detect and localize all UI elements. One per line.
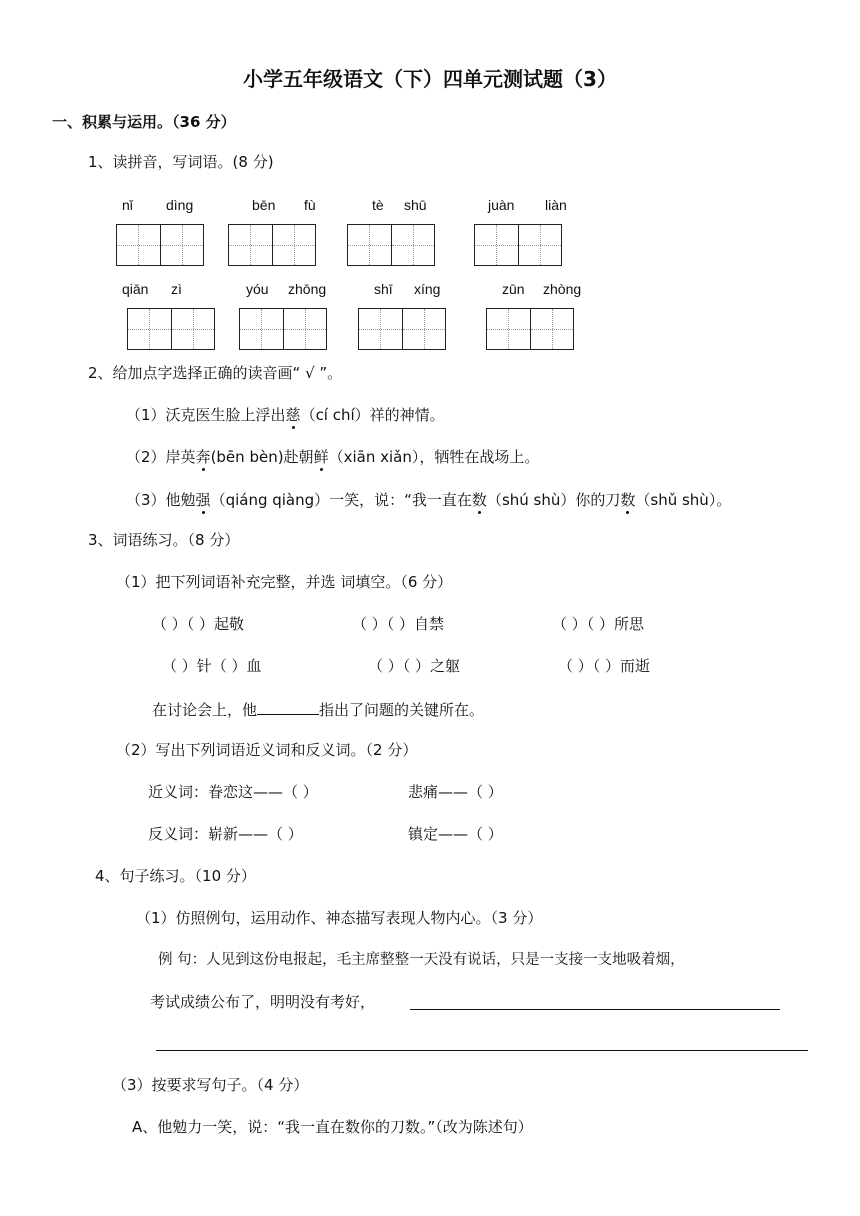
writing-grid[interactable] [347, 224, 435, 266]
text[interactable]: （xiān xiǎn），牺牲在战场上。 [328, 448, 540, 466]
writing-grid[interactable] [228, 224, 316, 266]
antonym-item[interactable]: 反义词：崭新——（ ） [148, 825, 303, 843]
pinyin: shī [374, 281, 393, 297]
pinyin: bēn [252, 197, 276, 213]
dotted-char: 数 [471, 491, 487, 509]
pinyin: zhōng [288, 281, 327, 297]
dotted-char: 强 [195, 491, 211, 509]
sentence-prompt: 考试成绩公布了，明明没有考好， [150, 993, 376, 1011]
answer-line[interactable] [410, 1009, 780, 1010]
pinyin: qiān [122, 281, 149, 297]
writing-grid[interactable] [127, 308, 215, 350]
pinyin: fù [304, 197, 316, 213]
writing-grid[interactable] [358, 308, 446, 350]
text[interactable]: （qiáng qiàng）一笑，说：“我一直在 [210, 491, 472, 509]
pinyin: zhòng [543, 281, 582, 297]
pinyin: zūn [502, 281, 525, 297]
fill-blank[interactable] [257, 698, 319, 715]
pinyin: dìng [166, 197, 194, 213]
q3-sub2: （2）写出下列词语近义词和反义词。（2 分） [116, 741, 418, 759]
dotted-char: 数 [620, 491, 636, 509]
q4-item-a: A、他勉力一笑，说：“我一直在数你的刀数。”（改为陈述句） [132, 1118, 533, 1136]
pinyin: shū [404, 197, 427, 213]
idiom-blank[interactable]: （ ）（ ）而逝 [558, 657, 651, 675]
section-1-heading: 一、积累与运用。（36 分） [52, 113, 236, 131]
pinyin: yóu [246, 281, 269, 297]
writing-grid[interactable] [486, 308, 574, 350]
idiom-blank[interactable]: （ ）（ ）所思 [552, 615, 645, 633]
text[interactable]: （cí chí）祥的神情。 [300, 406, 445, 424]
pinyin: nǐ [122, 197, 133, 213]
text[interactable]: （shú shù）你的刀 [486, 491, 621, 509]
q3-sub1: （1）把下列词语补充完整，并选 词填空。（6 分） [116, 573, 453, 591]
writing-grid[interactable] [239, 308, 327, 350]
pinyin: liàn [545, 197, 567, 213]
q4-sub1: （1）仿照例句，运用动作、神态描写表现人物内心。（3 分） [136, 909, 543, 927]
dotted-char: 鲜 [313, 448, 329, 466]
fill-sentence [152, 698, 484, 720]
q2-sentence-1 [126, 405, 445, 425]
pinyin: juàn [488, 197, 515, 213]
text: （2）岸英 [126, 448, 196, 466]
page-title: 小学五年级语文（下）四单元测试题（3） [243, 67, 617, 91]
q3-heading: 3、词语练习。（8 分） [88, 531, 240, 549]
q1-heading: 1、读拼音，写词语。(8 分) [88, 153, 274, 171]
antonym-item[interactable]: 镇定——（ ） [408, 825, 503, 843]
text: （3）他勉 [126, 491, 196, 509]
synonym-item[interactable]: 近义词：眷恋这——（ ） [148, 783, 318, 801]
idiom-blank[interactable]: （ ）（ ）之躯 [368, 657, 461, 675]
idiom-blank[interactable]: （ ）（ ）自禁 [352, 615, 445, 633]
text[interactable]: (bēn bèn)赴朝 [210, 448, 314, 466]
synonym-item[interactable]: 悲痛——（ ） [408, 783, 503, 801]
dotted-char: 慈 [285, 406, 301, 424]
text[interactable]: （shǔ shù）。 [635, 491, 732, 509]
example-sentence: 例 句：人见到这份电报起，毛主席整整一天没有说话，只是一支接一支地吸着烟， [158, 952, 685, 968]
idiom-blank[interactable]: （ ）针（ ）血 [162, 657, 262, 675]
pinyin: xíng [414, 281, 441, 297]
q4-sub3: （3）按要求写句子。（4 分） [112, 1076, 309, 1094]
idiom-blank[interactable]: （ ）（ ）起敬 [152, 615, 245, 633]
writing-grid[interactable] [474, 224, 562, 266]
pinyin: zì [171, 281, 182, 297]
q2-heading: 2、给加点字选择正确的读音画“ √ ”。 [88, 364, 343, 382]
dotted-char: 奔 [195, 448, 211, 466]
text: 在讨论会上，他 [152, 701, 258, 719]
q2-sentence-2 [126, 447, 539, 467]
writing-grid[interactable] [116, 224, 204, 266]
pinyin: tè [372, 197, 384, 213]
text: （1）沃克医生脸上浮出 [126, 406, 286, 424]
q2-sentence-3 [126, 490, 731, 510]
q4-heading: 4、句子练习。（10 分） [95, 867, 256, 885]
text: 指出了问题的关键所在。 [319, 701, 485, 719]
answer-line[interactable] [156, 1050, 808, 1051]
